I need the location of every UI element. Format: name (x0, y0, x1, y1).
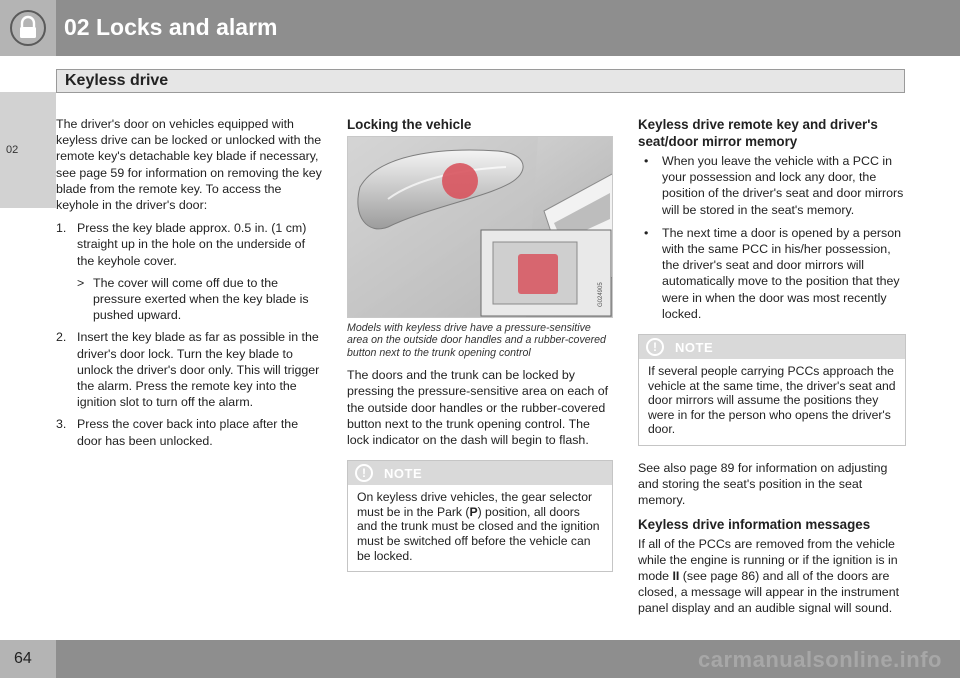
figure-code: G024905 (598, 282, 604, 307)
info-messages-heading: Keyless drive information messages (638, 516, 871, 532)
trunk-button-pressure-area (518, 254, 558, 294)
step-text: Press the key blade approx. 0.5 in. (1 cm) straight up in the hole on the underside of the keyhole cover. (77, 221, 307, 268)
note-title: NOTE (675, 340, 714, 356)
note-text: On keyless drive vehicles, the gear selector must be in the Park (P) position, all doors and the trunk must be closed and the ignition must be switched off before the vehicle can be locked. (357, 490, 600, 563)
note-text: If several people carrying PCCs approach the vehicle at the same time, the driver's seat and door mirrors will assume the positions they were in for the person who opens the driver's door. (648, 364, 896, 437)
exclamation-icon: ! (646, 338, 664, 356)
intro-paragraph: The driver's door on vehicles equipped with keyless drive can be locked or unlocked with the remote key's detachable key blade if necessary, see page 59 for information on removing the key blade from the remote key. To access the keyhole in the driver's door: (56, 117, 322, 213)
chapter-icon-box (0, 0, 56, 56)
step-number: 3. (56, 417, 67, 432)
page-footer (0, 640, 960, 678)
bullet-item (638, 153, 906, 218)
memory-heading: Keyless drive remote key and driver's seat/door mirror memory (638, 117, 878, 149)
chapter-header (0, 0, 960, 56)
note-title: NOTE (384, 466, 423, 482)
watermark: carmanualsonline.info (698, 647, 942, 672)
page-number-box (0, 640, 56, 678)
step-2 (56, 329, 322, 410)
locking-heading: Locking the vehicle (347, 117, 472, 132)
bullet-dot: • (644, 154, 649, 168)
step-number: 2. (56, 330, 67, 345)
step-text: Press the cover back into place after the door has been unlocked. (77, 417, 299, 448)
see-also-paragraph: See also page 89 for information on adjusting and storing the seat's position in the seat memory. (638, 461, 888, 508)
step-1 (56, 220, 322, 269)
step-3 (56, 416, 322, 448)
note-box (347, 460, 613, 572)
step-1-result (56, 275, 322, 324)
chapter-side-tab (0, 92, 56, 208)
exclamation-icon: ! (355, 464, 373, 482)
column-right (638, 116, 906, 624)
side-tab-label: 02 (6, 144, 19, 156)
door-handle-illustration (347, 136, 613, 318)
bullet-text: When you leave the vehicle with a PCC in your possession and lock any door, the position of the driver's seat and door mirrors will be stored in the seat's memory. (662, 154, 904, 217)
section-title: Keyless drive (65, 72, 169, 89)
page-number: 64 (14, 650, 32, 667)
note-box (638, 334, 906, 446)
section-bar (56, 69, 905, 93)
note-header (639, 335, 905, 359)
bullet-dot: • (644, 225, 649, 240)
result-text: The cover will come off due to the pressure exerted when the key blade is pushed upward. (93, 275, 309, 323)
chapter-title: 02 Locks and alarm (64, 14, 278, 40)
padlock-icon (10, 10, 46, 46)
column-middle (347, 116, 613, 586)
locking-paragraph: The doors and the trunk can be locked by pressing the pressure-sensitive area on each of the outside door handles or the rubber-covered button next to the trunk opening control. The lock indicator on the dash will begin to flash. (347, 368, 609, 448)
note-header (348, 461, 612, 485)
column-left (56, 116, 322, 455)
handle-pressure-area (442, 163, 478, 199)
info-messages-paragraph: If all of the PCCs are removed from the vehicle while the engine is running or if the ignition is in mode II (see page 86) and all of the doors are closed, a message will appear in the instrument panel display and an audible signal will sound. (638, 536, 900, 616)
result-marker: > (77, 275, 85, 290)
step-number: 1. (56, 221, 67, 236)
bullet-text: The next time a door is opened by a person with the same PCC in his/her possession, the driver's seat and door mirrors will automatically move to the position that they were in when the door was most recently locked. (662, 225, 902, 321)
step-text: Insert the key blade as far as possible in the driver's door lock. Turn the key blade to unlock the driver's door only. This will trigger the alarm. Press the remote key into the ignition slot to turn off the alarm. (77, 330, 320, 410)
figure-caption: Models with keyless drive have a pressure-sensitive area on the outside door handles and a rubber-covered button next to the trunk opening control (347, 322, 606, 359)
bullet-item (638, 225, 906, 322)
